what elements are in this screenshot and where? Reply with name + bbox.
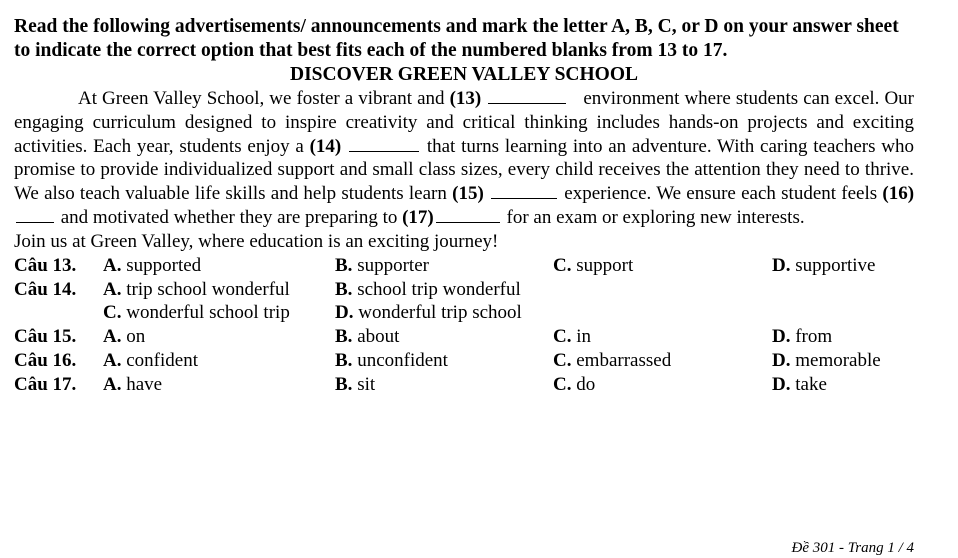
question-17 <box>14 373 914 397</box>
passage-segment: that turns learning into an adventure. With caring teachers who promise to provide individualized support and small class sizes, every child receives the attention they need to thrive. We also teach valuable life skills and help students learn <box>14 135 915 205</box>
option-b[interactable]: B. sit <box>335 373 376 395</box>
instruction-text: Read the following advertisements/ announcements and mark the letter A, B, C, or D on your answer sheet to indicate the correct option that best fits each of the numbered blanks from 13 to 17. <box>14 16 899 61</box>
passage-segment: and motivated whether they are preparing to <box>60 206 398 228</box>
option-d[interactable]: D. memorable <box>772 349 881 371</box>
option-a[interactable]: A. on <box>103 326 146 348</box>
option-c[interactable]: C. wonderful school trip <box>103 302 290 324</box>
exam-page <box>14 15 914 397</box>
option-c[interactable]: C. embarrassed <box>553 349 672 371</box>
page-footer: Đề 301 - Trang 1 / 4 <box>791 540 914 556</box>
passage-title: DISCOVER GREEN VALLEY SCHOOL <box>289 64 639 85</box>
option-d[interactable]: D. from <box>772 326 833 348</box>
option-c[interactable]: C. do <box>553 373 596 395</box>
option-a[interactable]: A. confident <box>103 349 198 371</box>
question-number: Câu 13. <box>14 254 77 276</box>
option-d[interactable]: D. wonderful trip school <box>335 302 522 324</box>
question-number: Câu 17. <box>14 373 77 395</box>
option-a[interactable]: A. have <box>103 373 163 395</box>
blank-number-14: (14) <box>309 135 342 157</box>
option-c[interactable]: C. support <box>553 254 634 276</box>
passage-segment: At Green Valley School, we foster a vibrant and <box>78 88 445 109</box>
option-b[interactable]: B. about <box>335 326 400 348</box>
question-number: Câu 14. <box>14 278 77 300</box>
closing-line: Join us at Green Valley, where education is an exciting journey! <box>14 230 499 252</box>
blank-number-16: (16) <box>882 183 915 205</box>
passage-segment: for an exam or exploring new interests. <box>506 206 805 228</box>
option-c[interactable]: C. in <box>553 326 592 348</box>
question-13 <box>14 254 914 278</box>
option-a[interactable]: A. supported <box>103 254 202 276</box>
option-a[interactable]: A. trip school wonderful <box>103 278 290 300</box>
question-14 <box>14 278 914 302</box>
blank-number-15: (15) <box>452 183 484 205</box>
blank-16 <box>16 206 54 223</box>
question-number: Câu 16. <box>14 349 77 371</box>
blank-number-17: (17) <box>402 206 434 228</box>
passage-segment: experience. We ensure each student feels <box>564 183 878 205</box>
passage-segment: environment where students can excel. Our engaging curriculum designed to inspire creativity and critical thinking includes hands-on projects and exciting activities. Each year, students enjoy a <box>14 88 915 157</box>
option-b[interactable]: B. school trip wonderful <box>335 278 521 300</box>
question-16 <box>14 349 914 373</box>
passage-text <box>14 87 914 230</box>
question-number: Câu 15. <box>14 326 77 348</box>
blank-13 <box>488 87 566 104</box>
blank-number-13: (13) <box>449 88 482 109</box>
option-d[interactable]: D. take <box>772 373 827 395</box>
blank-14 <box>349 135 419 152</box>
option-b[interactable]: B. unconfident <box>335 349 448 371</box>
blank-15 <box>491 182 557 199</box>
blank-17 <box>436 206 500 223</box>
question-15 <box>14 325 914 349</box>
question-14-row-2 <box>14 301 914 325</box>
option-d[interactable]: D. supportive <box>772 254 876 276</box>
option-b[interactable]: B. supporter <box>335 254 429 276</box>
